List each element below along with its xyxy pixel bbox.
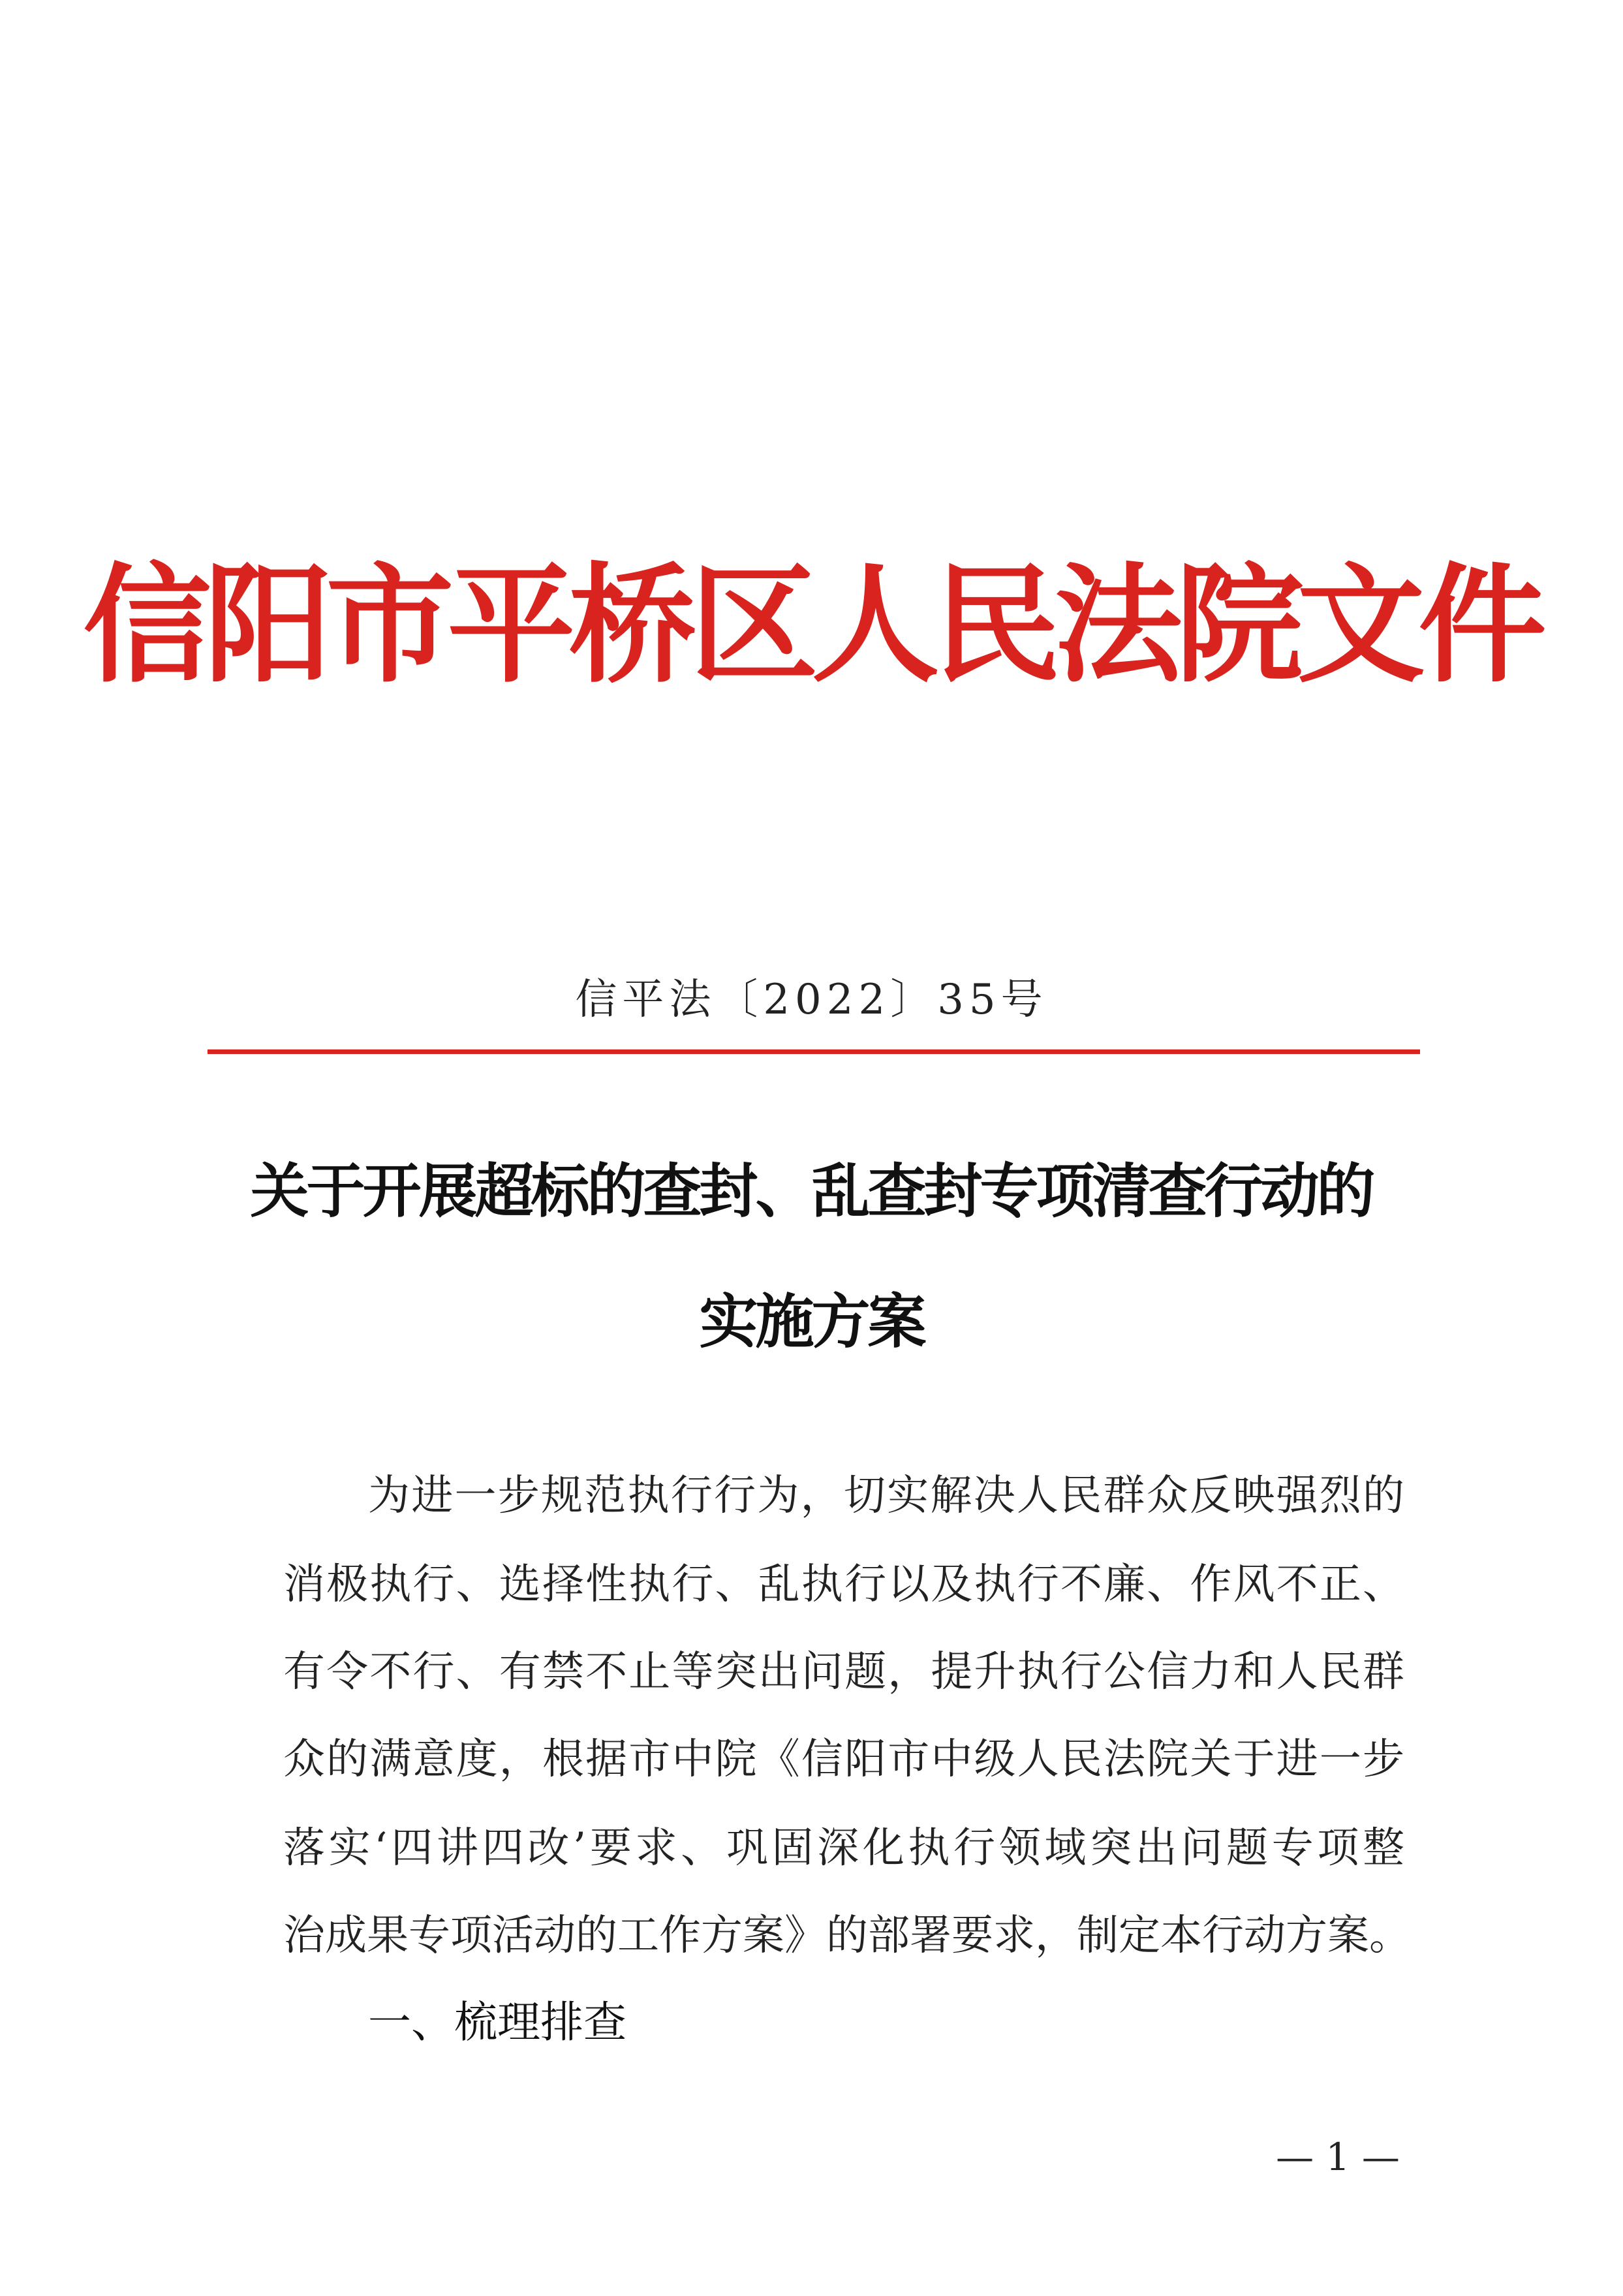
paragraph-line: 消极执行、选择性执行、乱执行以及执行不廉、作风不正、 xyxy=(283,1560,1404,1609)
paragraph-line: 治成果专项活动的工作方案》的部署要求，制定本行动方案。 xyxy=(283,1912,1411,1960)
document-number: 信平法〔2022〕35号 xyxy=(575,976,1048,1024)
issuer-title: 信阳市平桥区人民法院文件 xyxy=(83,550,1540,700)
section-heading: 一、梳理排查 xyxy=(368,1997,626,2047)
paragraph-line: 落实‘四讲四改’要求、巩固深化执行领域突出问题专项整 xyxy=(283,1824,1404,1872)
red-separator-line xyxy=(208,1049,1420,1054)
title-line-1: 关于开展超标的查封、乱查封专项清查行动的 xyxy=(250,1156,1373,1226)
paragraph-line: 有令不行、有禁不止等突出问题，提升执行公信力和人民群 xyxy=(283,1648,1404,1696)
title-line-2: 实施方案 xyxy=(699,1287,924,1356)
page-number: — 1 — xyxy=(1276,2135,1400,2179)
paragraph-line: 为进一步规范执行行为，切实解决人民群众反映强烈的 xyxy=(368,1472,1404,1520)
paragraph-line: 众的满意度，根据市中院《信阳市中级人民法院关于进一步 xyxy=(283,1735,1404,1784)
